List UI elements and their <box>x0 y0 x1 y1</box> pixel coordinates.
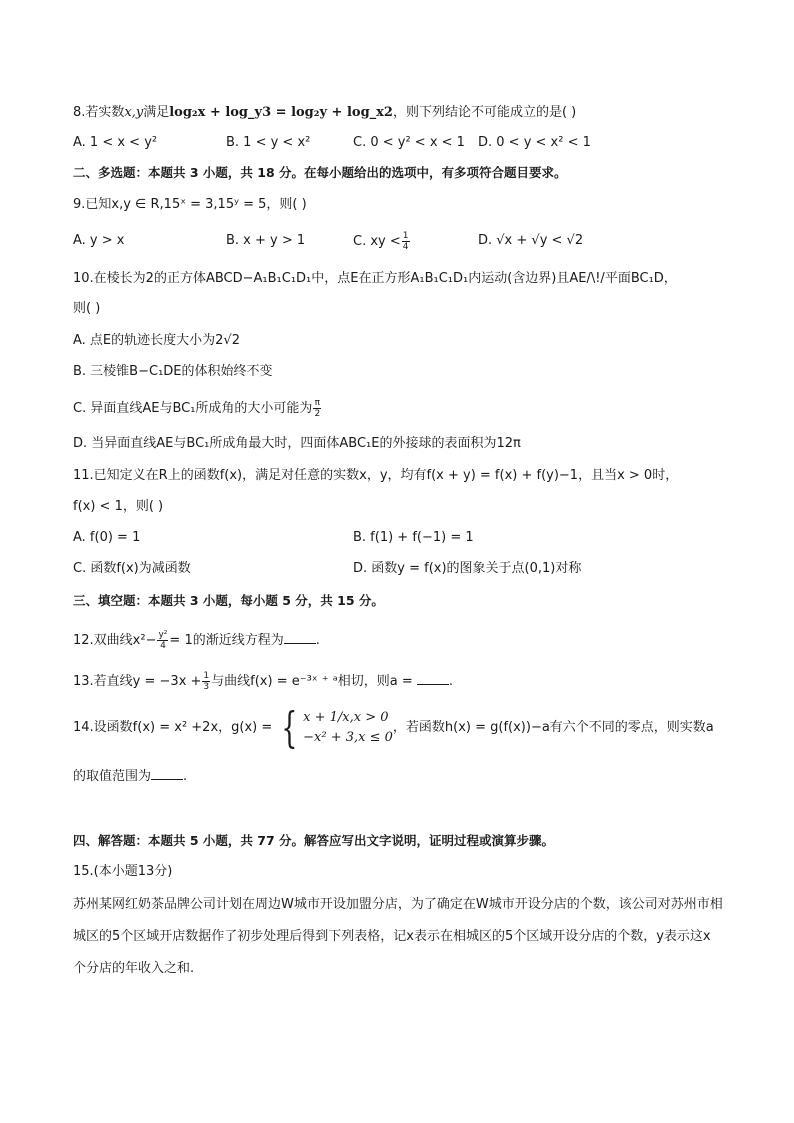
question-12 <box>73 630 320 651</box>
q8-stem-mid: 满足 <box>143 105 170 120</box>
q8-option-a: A. 1 < x < y² <box>73 135 158 150</box>
q12-fraction <box>157 630 168 651</box>
question-11-stem-line1: 11.已知定义在R上的函数f(x)，满足对任意的实数x，y，均有f(x + y) = f(x) + f(y)−1，且当x > 0时， <box>73 468 679 483</box>
q14-prefix: 14.设函数f(x) = x² +2x，g(x) = <box>73 720 273 735</box>
q14-end: . <box>183 769 188 784</box>
section-3-heading: 三、填空题：本题共 3 小题，每小题 5 分，共 15 分。 <box>73 593 384 608</box>
fraction-numerator: 1 <box>203 671 210 681</box>
question-10-stem-line2: 则( ) <box>73 301 101 316</box>
fraction-denominator: 2 <box>314 409 321 419</box>
q13-end: . <box>448 674 454 689</box>
q10-option-a: A. 点E的轨迹长度大小为2√2 <box>73 333 240 348</box>
q13-fraction <box>202 671 210 692</box>
q9-option-c-fraction <box>402 231 410 252</box>
q12-suffix: = 1的渐近线方程为 <box>169 633 284 648</box>
q9-option-b: B. x + y > 1 <box>226 233 306 248</box>
q14-suffix: ，若函数h(x) = g(f(x))−a有六个不同的零点，则实数a <box>392 720 714 735</box>
q8-stem-suffix: ，则下列结论不可能成立的是( ) <box>392 105 577 120</box>
q11-option-a: A. f(0) = 1 <box>73 530 141 545</box>
piecewise-cases <box>303 708 393 748</box>
question-14-line1 <box>73 702 714 752</box>
q9-option-d: D. √x + √y < √2 <box>478 233 584 248</box>
question-13 <box>73 671 453 692</box>
q10-option-d: D. 当异面直线AE与BC₁所成角最大时，四面体ABC₁E的外接球的表面积为12π <box>73 436 521 451</box>
answer-blank[interactable] <box>151 767 183 780</box>
question-11-stem-line2: f(x) < 1，则( ) <box>73 499 164 514</box>
question-10-stem-line1: 10.在棱长为2的正方体ABCD−A₁B₁C₁D₁中，点E在正方形A₁B₁C₁D₁内运动(含边界)且AE/\!/平面BC₁D， <box>73 271 677 286</box>
q12-prefix: 12.双曲线x²− <box>73 633 157 648</box>
section-4-heading: 四、解答题：本题共 5 小题，共 77 分。解答应写出文字说明，证明过程或演算步骤。 <box>73 833 555 848</box>
answer-blank[interactable] <box>284 631 316 644</box>
q11-option-b: B. f(1) + f(−1) = 1 <box>353 530 474 545</box>
question-9-stem: 9.已知x,y ∈ R,15ˣ = 3,15ʸ = 5，则( ) <box>73 197 307 212</box>
q11-option-c: C. 函数f(x)为减函数 <box>73 561 191 576</box>
q14-line2-text: 的取值范围为 <box>73 769 152 784</box>
q12-end: . <box>315 633 320 648</box>
q8-option-d: D. 0 < y < x² < 1 <box>478 135 591 150</box>
q11-option-d: D. 函数y = f(x)的图象关于点(0,1)对称 <box>353 561 582 576</box>
q9-option-a: A. y > x <box>73 233 125 248</box>
q8-option-b: B. 1 < y < x² <box>226 135 311 150</box>
fraction-denominator: 4 <box>402 242 409 252</box>
question-14-line2 <box>73 767 187 787</box>
left-brace: { <box>281 702 298 752</box>
case-2: −x² + 3,x ≤ 0 <box>303 729 393 745</box>
q9-option-c <box>353 231 411 252</box>
fraction-numerator: 1 <box>402 231 409 241</box>
question-8-stem <box>73 103 576 123</box>
fraction-numerator: y² <box>158 630 168 640</box>
q10-option-c-text: C. 异面直线AE与BC₁所成角的大小可能为 <box>73 401 313 416</box>
q13-prefix: 13.若直线y = −3x + <box>73 674 202 689</box>
q8-stem-prefix: 8.若实数 <box>73 105 125 120</box>
section-2-heading: 二、多选题：本题共 3 小题，共 18 分。在每小题给出的选项中，有多项符合题目要求。 <box>73 165 567 180</box>
q9-option-c-text: C. xy < <box>353 234 401 249</box>
q8-vars: x,y <box>124 105 144 120</box>
q8-option-c: C. 0 < y² < x < 1 <box>353 135 465 150</box>
case-1: x + 1/x,x > 0 <box>303 709 389 725</box>
q8-equation: log₂x + log_y3 = log₂y + log_x2 <box>169 105 393 120</box>
fraction-numerator: π <box>314 398 321 408</box>
q10-option-c <box>73 398 322 419</box>
answer-blank[interactable] <box>417 672 449 685</box>
q13-suffix: 与曲线f(x) = e⁻³ˣ ⁺ ᵃ相切，则a = <box>211 674 417 689</box>
question-15-head: 15.(本小题13分) <box>73 864 173 879</box>
fraction-denominator: 3 <box>203 682 210 692</box>
fraction-denominator: 4 <box>160 641 166 651</box>
q10-option-c-fraction <box>313 398 321 419</box>
q10-option-b: B. 三棱锥B−C₁DE的体积始终不变 <box>73 364 273 379</box>
question-15-body: 苏州某网红奶茶品牌公司计划在周边W城市开设加盟分店，为了确定在W城市开设分店的个数，该公司对苏州市相城区的5个区域开店数据作了初步处理后得到下列表格，记x表示在相城区的5个区域开设分店的个数，y表示这x个分店的年收入之和. <box>73 897 723 976</box>
